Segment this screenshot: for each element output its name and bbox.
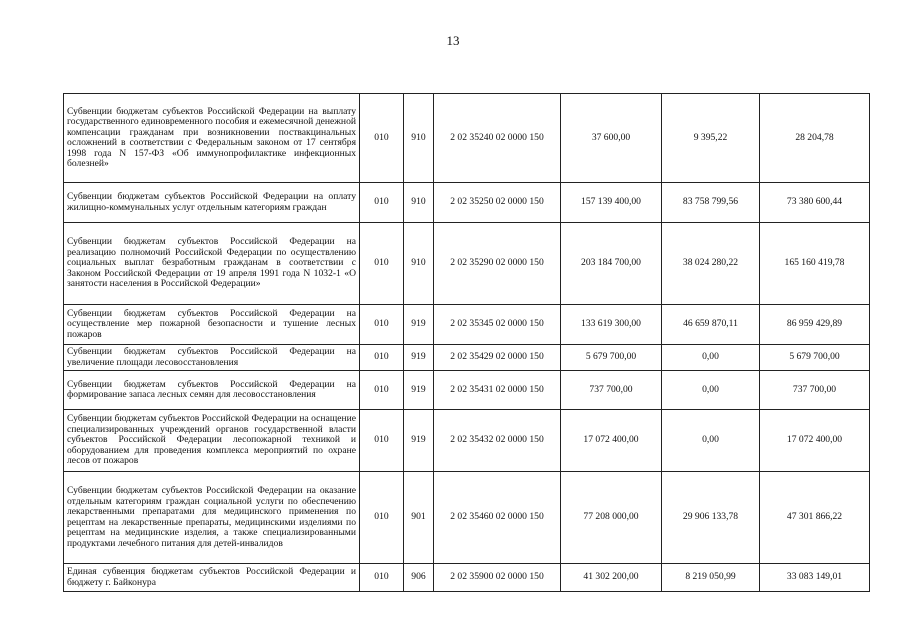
row-planned: 157 139 400,00 (561, 183, 662, 223)
row-executed: 9 395,22 (662, 94, 760, 183)
table-row (64, 371, 870, 410)
row-remainder: 737 700,00 (760, 371, 870, 410)
row-description: Субвенции бюджетам субъектов Российской Федерации на формирование запаса лесных семян для лесовосстановления (64, 371, 360, 410)
table-row (64, 183, 870, 223)
row-remainder: 17 072 400,00 (760, 410, 870, 472)
row-remainder: 86 959 429,89 (760, 305, 870, 345)
row-budget-code: 2 02 35900 02 0000 150 (434, 564, 561, 592)
row-section-code: 010 (360, 305, 404, 345)
table-row (64, 223, 870, 305)
row-planned: 737 700,00 (561, 371, 662, 410)
row-section-code: 010 (360, 94, 404, 183)
row-executed: 0,00 (662, 410, 760, 472)
row-budget-code: 2 02 35250 02 0000 150 (434, 183, 561, 223)
row-admin-code: 910 (404, 223, 434, 305)
row-remainder: 47 301 866,22 (760, 472, 870, 564)
row-description: Субвенции бюджетам субъектов Российской Федерации на оплату жилищно-коммунальных услуг отдельным категориям граждан (64, 183, 360, 223)
table-row (64, 94, 870, 183)
row-executed: 8 219 050,99 (662, 564, 760, 592)
row-admin-code: 919 (404, 305, 434, 345)
row-executed: 38 024 280,22 (662, 223, 760, 305)
row-description: Субвенции бюджетам субъектов Российской Федерации на реализацию полномочий Российской Федерации по осуществлению социальных выплат безработным гражданам в соответствии с Законом Российской Федерации от 19 апреля 1991 года N 1032-1 «О занятости населения в Российской Федерации» (64, 223, 360, 305)
row-planned: 5 679 700,00 (561, 345, 662, 371)
row-planned: 37 600,00 (561, 94, 662, 183)
row-planned: 77 208 000,00 (561, 472, 662, 564)
row-section-code: 010 (360, 410, 404, 472)
page-number: 13 (446, 33, 460, 48)
row-section-code: 010 (360, 345, 404, 371)
row-executed: 46 659 870,11 (662, 305, 760, 345)
row-section-code: 010 (360, 183, 404, 223)
row-budget-code: 2 02 35431 02 0000 150 (434, 371, 561, 410)
table-row (64, 345, 870, 371)
row-description: Субвенции бюджетам субъектов Российской Федерации на выплату государственного единовременного пособия и ежемесячной денежной компенсации гражданам при возникновении поствакцинальных осложнений в соответствии с Федеральным законом от 17 сентября 1998 года N 157-ФЗ «Об иммунопрофилактике инфекционных болезней» (64, 94, 360, 183)
row-description: Субвенции бюджетам субъектов Российской Федерации на осуществление мер пожарной безопасности и тушение лесных пожаров (64, 305, 360, 345)
row-budget-code: 2 02 35429 02 0000 150 (434, 345, 561, 371)
row-admin-code: 910 (404, 94, 434, 183)
row-budget-code: 2 02 35290 02 0000 150 (434, 223, 561, 305)
row-section-code: 010 (360, 371, 404, 410)
row-description: Субвенции бюджетам субъектов Российской Федерации на увеличение площади лесовосстановления (64, 345, 360, 371)
row-planned: 41 302 200,00 (561, 564, 662, 592)
row-admin-code: 919 (404, 410, 434, 472)
row-description: Единая субвенция бюджетам субъектов Российской Федерации и бюджету г. Байконура (64, 564, 360, 592)
row-executed: 0,00 (662, 345, 760, 371)
row-planned: 203 184 700,00 (561, 223, 662, 305)
row-planned: 133 619 300,00 (561, 305, 662, 345)
budget-table (63, 93, 870, 592)
row-remainder: 165 160 419,78 (760, 223, 870, 305)
row-admin-code: 901 (404, 472, 434, 564)
row-section-code: 010 (360, 564, 404, 592)
row-remainder: 73 380 600,44 (760, 183, 870, 223)
row-admin-code: 919 (404, 345, 434, 371)
row-section-code: 010 (360, 223, 404, 305)
row-budget-code: 2 02 35240 02 0000 150 (434, 94, 561, 183)
table-row (64, 305, 870, 345)
table-row (64, 564, 870, 592)
row-description: Субвенции бюджетам субъектов Российской Федерации на оснащение специализированных учреждений органов государственной власти субъектов Российской Федерации лесопожарной техникой и оборудованием для проведения комплекса мероприятий по охране лесов от пожаров (64, 410, 360, 472)
row-remainder: 5 679 700,00 (760, 345, 870, 371)
table-row (64, 410, 870, 472)
row-admin-code: 906 (404, 564, 434, 592)
row-description: Субвенции бюджетам субъектов Российской Федерации на оказание отдельным категориям граждан социальной услуги по обеспечению лекарственными препаратами для медицинского применения по рецептам на лекарственные препараты, медицинскими изделиями по рецептам на медицинские изделия, а также специализированными продуктами лечебного питания для детей-инвалидов (64, 472, 360, 564)
row-budget-code: 2 02 35432 02 0000 150 (434, 410, 561, 472)
row-executed: 0,00 (662, 371, 760, 410)
row-admin-code: 919 (404, 371, 434, 410)
row-admin-code: 910 (404, 183, 434, 223)
row-section-code: 010 (360, 472, 404, 564)
row-planned: 17 072 400,00 (561, 410, 662, 472)
row-executed: 29 906 133,78 (662, 472, 760, 564)
table-row (64, 472, 870, 564)
row-remainder: 33 083 149,01 (760, 564, 870, 592)
row-budget-code: 2 02 35345 02 0000 150 (434, 305, 561, 345)
row-budget-code: 2 02 35460 02 0000 150 (434, 472, 561, 564)
row-executed: 83 758 799,56 (662, 183, 760, 223)
row-remainder: 28 204,78 (760, 94, 870, 183)
